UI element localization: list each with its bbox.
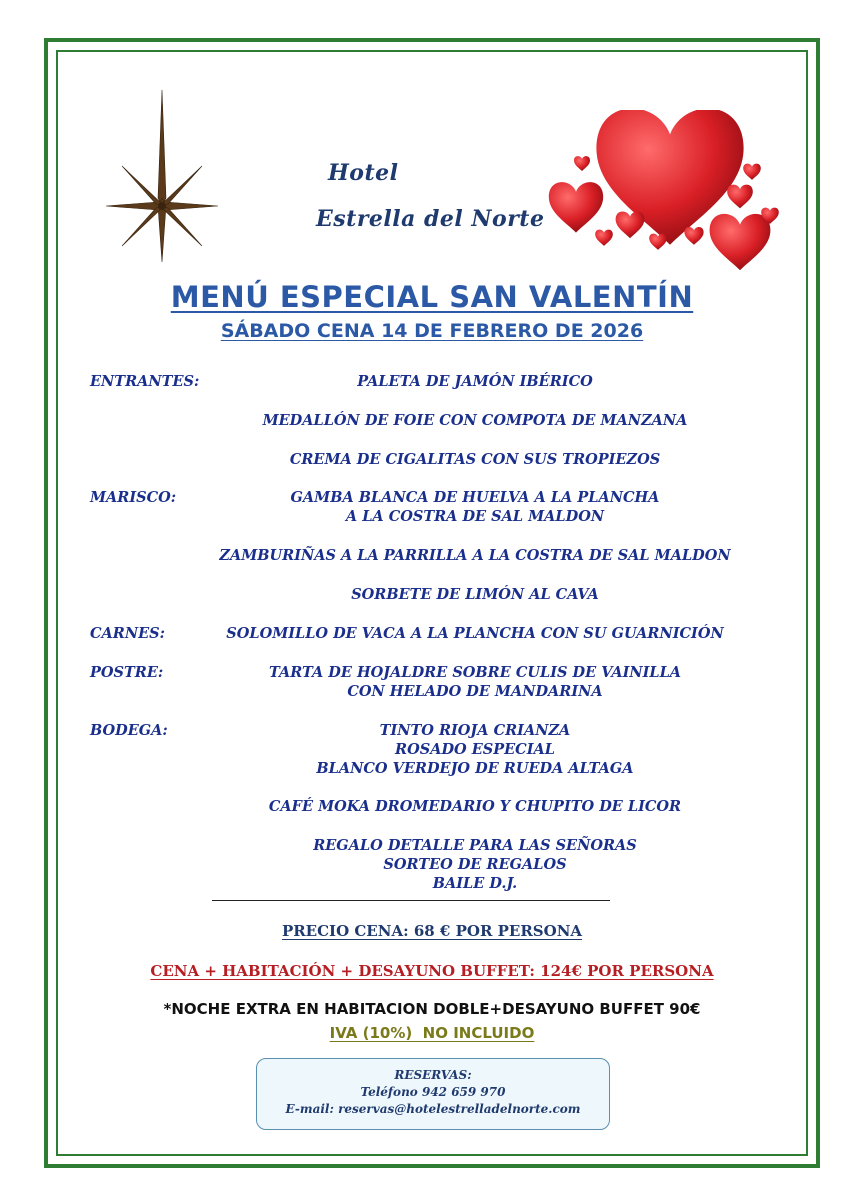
hotel-logo xyxy=(300,150,550,240)
hotel-logo-line2: Estrella del Norte xyxy=(316,206,545,232)
menu-item: TINTO RIOJA CRIANZA xyxy=(379,722,571,739)
menu-item: CON HELADO DE MANDARINA xyxy=(347,683,603,700)
category-marisco: MARISCO: xyxy=(90,489,177,506)
menu-item: TARTA DE HOJALDRE SOBRE CULIS DE VAINILLA xyxy=(268,664,682,681)
menu-item: ZAMBURIÑAS A LA PARRILLA A LA COSTRA DE SAL MALDON xyxy=(219,547,731,564)
menu-extra: SORTEO DE REGALOS xyxy=(383,856,567,873)
category-entrantes: ENTRANTES: xyxy=(90,373,200,390)
menu-item: CAFÉ MOKA DROMEDARIO Y CHUPITO DE LICOR xyxy=(268,798,682,815)
hotel-logo-line1: Hotel xyxy=(328,160,399,186)
reservations-email[interactable]: E-mail: reservas@hotelestrelladelnorte.com xyxy=(285,1102,581,1116)
hearts-icon xyxy=(544,110,784,270)
page-subtitle: SÁBADO CENA 14 DE FEBRERO DE 2026 xyxy=(220,320,644,342)
reservations-phone[interactable]: Teléfono 942 659 970 xyxy=(360,1085,506,1099)
reservations-box xyxy=(256,1058,610,1130)
price-line: PRECIO CENA: 68 € POR PERSONA xyxy=(281,922,583,940)
menu-extra: REGALO DETALLE PARA LAS SEÑORAS xyxy=(313,837,637,854)
menu-item: MEDALLÓN DE FOIE CON COMPOTA DE MANZANA xyxy=(262,412,688,429)
combo-price-line: CENA + HABITACIÓN + DESAYUNO BUFFET: 124€ POR PERSONA xyxy=(150,962,714,980)
menu-item: ROSADO ESPECIAL xyxy=(395,741,555,758)
menu-item: GAMBA BLANCA DE HUELVA A LA PLANCHA xyxy=(290,489,660,506)
menu-item: BLANCO VERDEJO DE RUEDA ALTAGA xyxy=(316,760,634,777)
compass-star-icon xyxy=(104,88,220,264)
category-bodega: BODEGA: xyxy=(90,722,168,739)
category-postre: POSTRE: xyxy=(90,664,164,681)
extra-night-line: *NOCHE EXTRA EN HABITACION DOBLE+DESAYUNO BUFFET 90€ xyxy=(163,1000,701,1018)
menu-item: CREMA DE CIGALITAS CON SUS TROPIEZOS xyxy=(289,451,661,468)
menu-extra: BAILE D.J. xyxy=(432,875,518,892)
menu-item: SOLOMILLO DE VACA A LA PLANCHA CON SU GUARNICIÓN xyxy=(226,625,724,642)
menu-item: PALETA DE JAMÓN IBÉRICO xyxy=(357,373,593,390)
menu-item: SORBETE DE LIMÓN AL CAVA xyxy=(351,586,599,603)
divider-line xyxy=(212,900,610,901)
iva-note: IVA (10%) NO INCLUIDO xyxy=(329,1024,535,1042)
page-title: MENÚ ESPECIAL SAN VALENTÍN xyxy=(170,280,694,314)
menu-item: A LA COSTRA DE SAL MALDON xyxy=(345,508,605,525)
reservations-title: RESERVAS: xyxy=(394,1068,472,1082)
category-carnes: CARNES: xyxy=(90,625,165,642)
